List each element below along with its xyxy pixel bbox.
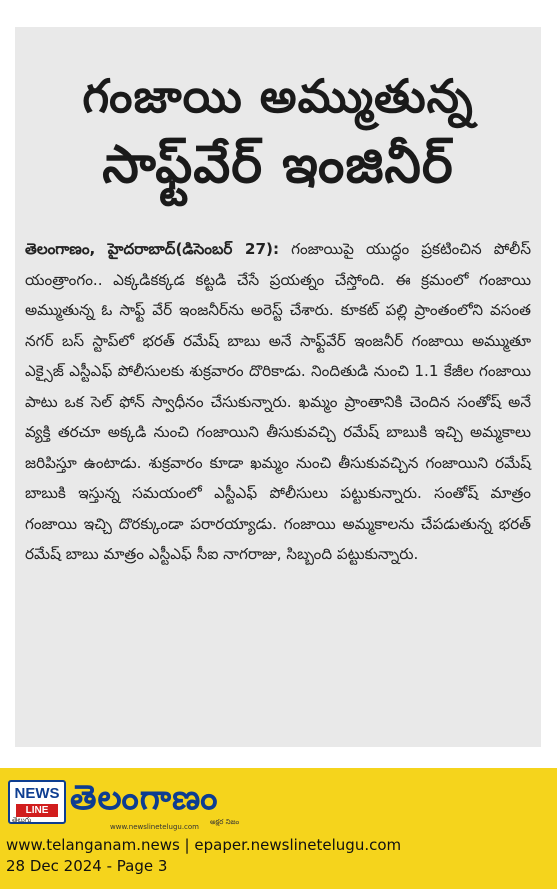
news-clipping [15,27,541,747]
brand-url: www.newslinetelugu.com [110,823,199,831]
headline-line-1: గంజాయి అమ్ముతున్న [82,69,474,123]
newsline-logo-top: NEWS [14,785,60,802]
headline-line-2: సాఫ్ట్‌వేర్ ఇంజినీర్ [102,135,454,195]
newsline-logo-sub: తెలుగు [12,816,32,824]
publication-date: 28 Dec 2024 - Page 3 [6,857,168,875]
telanganam-logo: తెలంగాణం [70,778,219,818]
article-dateline: తెలంగాణం, హైదరాబాద్(డిసెంబర్ 27): [25,240,280,258]
footer-banner [0,768,557,889]
brand-tagline: అక్షర నిజం [210,818,240,826]
article-text: గంజాయిపై యుద్ధం ప్రకటించిన పోలీస్ యంత్రాంగం.. ఎక్కడికక్కడ కట్టడి చేసే ప్రయత్నం చేస్తోంది. ఈ క్రమంలో గంజాయి అమ్ముతున్న ఓ సాఫ్ట్ వేర్ ఇంజనీర్‌ను అరెస్ట్ చేశారు. కూకట్ పల్లి ప్రాంతంలోని వసంత నగర్ బస్ స్టాప్‌లో భరత్ రమేష్ బాబు అనే సాఫ్ట్‌వేర్ ఇంజనీర్ గంజాయి అమ్ముతూ ఎక్సైజ్ ఎస్టీఎఫ్ పోలీసులకు శుక్రవారం దొరికాడు. నిందితుడి నుంచి 1.1 కేజీల గంజాయి పాటు ఒక సెల్ ఫోన్ స్వాధీనం చేసుకున్నారు. ఖమ్మం ప్రాంతానికి చెందిన సంతోష్ అనే వ్యక్తి తరచూ అక్కడి నుంచి గంజాయిని తీసుకువచ్చి రమేష్ బాబుకి ఇచ్చి అమ్మకాలు జరిపిస్తూ ఉంటాడు. శుక్రవారం కూడా ఖమ్మం నుంచి తీసుకువచ్చిన గంజాయిని రమేష్ బాబుకి ఇస్తున్న సమయంలో ఎస్టీఎఫ్ పోలీసులు పట్టుకున్నారు. సంతోష్ మాత్రం గంజాయి ఇచ్చి దొరక్కుండా పరారయ్యాడు. గంజాయి అమ్మకాలను చేపడుతున్న భరత్ రమేష్ బాబు మాత్రం ఎస్టీఎఫ్ సీఐ నాగరాజు, సిబ్బంది పట్టుకున్నారు. [25,240,531,563]
newsline-logo-bottom: LINE [16,804,58,817]
article-body [25,234,531,570]
source-links: www.telanganam.news | epaper.newslinetelugu.com [6,836,402,854]
